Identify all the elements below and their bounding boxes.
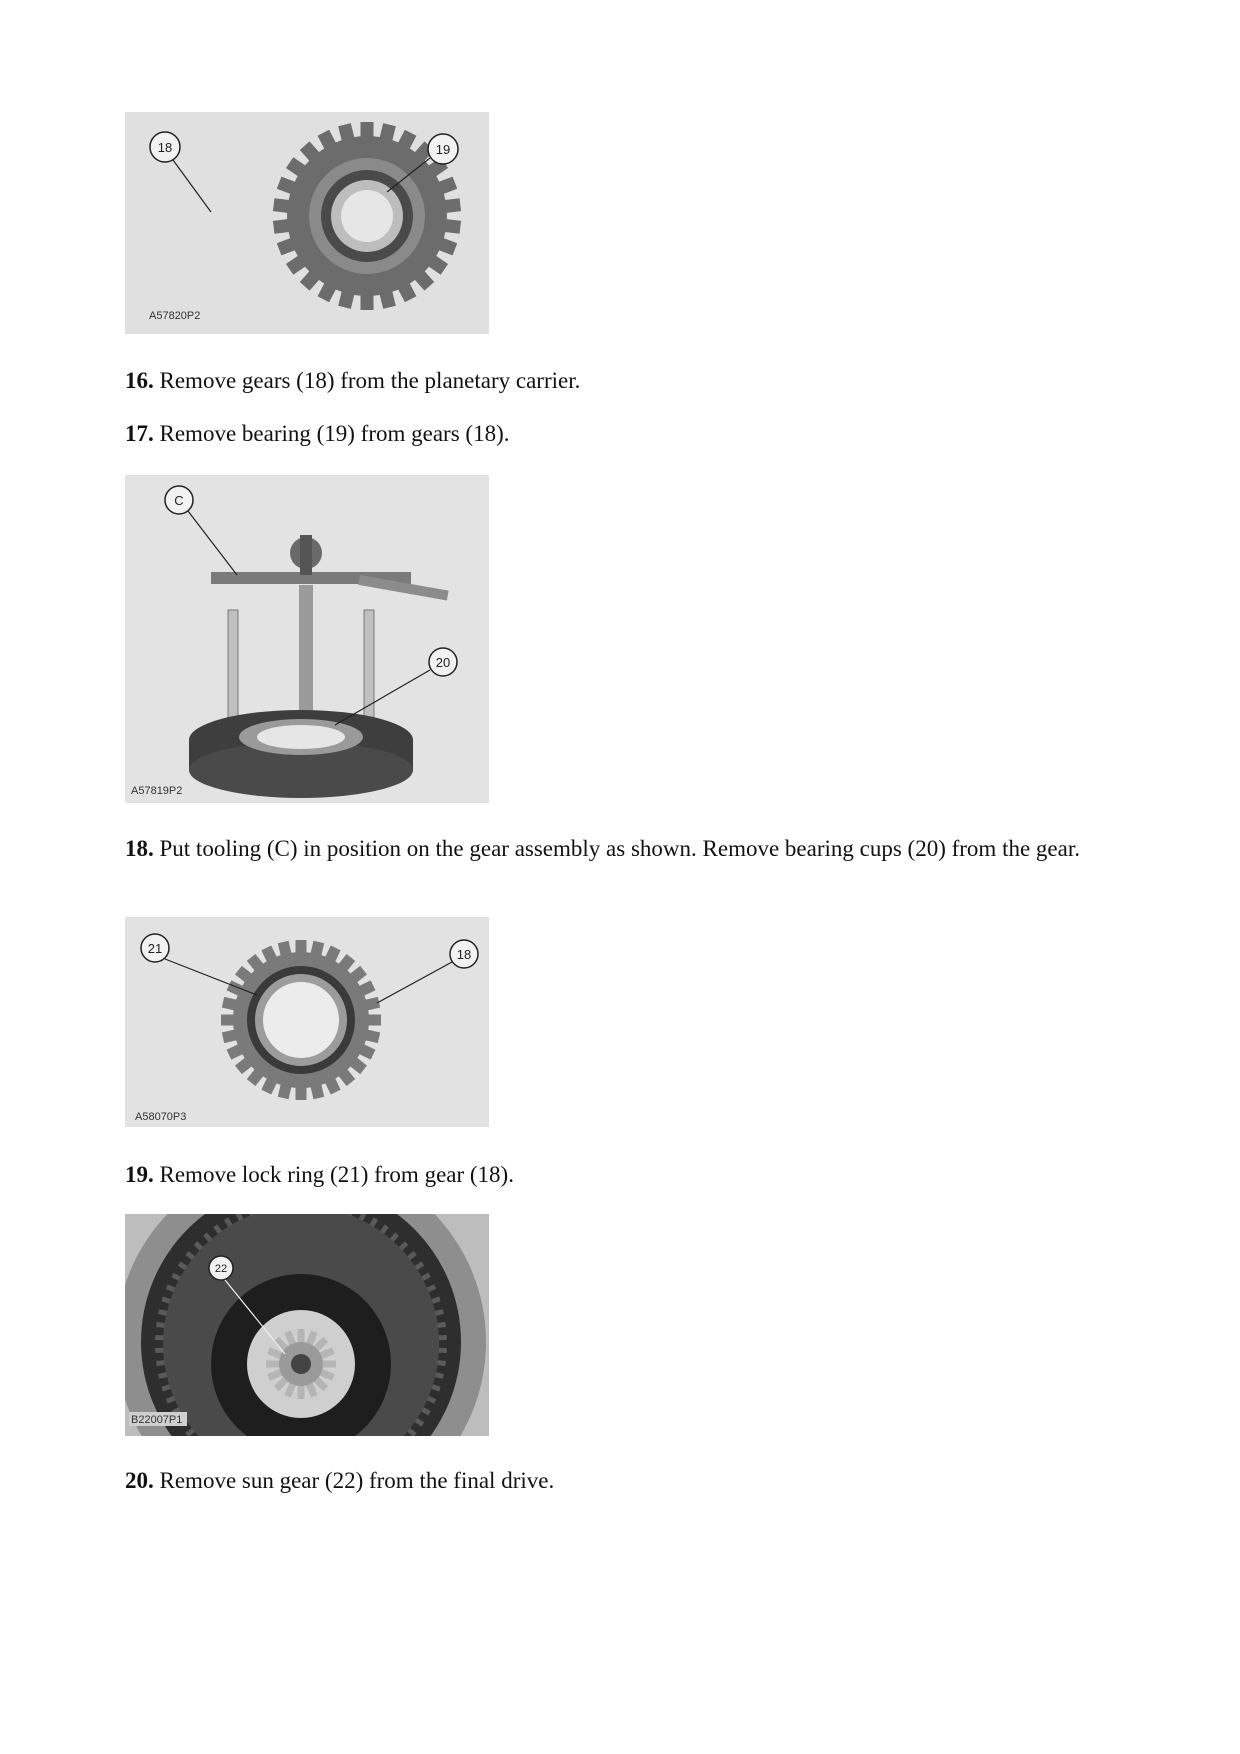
step-text: Remove gears (18) from the planetary carrier.: [153, 368, 581, 393]
step-text: Remove bearing (19) from gears (18).: [153, 421, 510, 446]
step-19: [125, 1160, 1115, 1189]
step-text: Remove sun gear (22) from the final drive.: [153, 1468, 555, 1493]
step-20: [125, 1466, 1115, 1495]
step-text: Put tooling (C) in position on the gear assembly as shown. Remove bearing cups (20) from the gear.: [153, 836, 1080, 861]
figure-code: A57819P2: [131, 785, 183, 797]
figure-gear-bearing: [125, 112, 489, 334]
callout-c: C: [174, 493, 184, 508]
step-number: 17.: [125, 421, 154, 446]
step-18: [125, 834, 1115, 863]
figure-code: A57820P2: [149, 310, 201, 322]
figure-lock-ring: [125, 917, 489, 1127]
figure-code: A58070P3: [135, 1111, 187, 1123]
step-number: 16.: [125, 368, 154, 393]
gear-bearing-illustration: [125, 112, 489, 334]
figure-tooling-puller: [125, 475, 489, 803]
callout-18: 18: [157, 140, 173, 155]
step-number: 18.: [125, 836, 154, 861]
step-text: Remove lock ring (21) from gear (18).: [153, 1162, 514, 1187]
tooling-puller-illustration: [125, 475, 489, 803]
figure-sun-gear: [125, 1214, 489, 1436]
lock-ring-illustration: [125, 917, 489, 1127]
callout-19: 19: [435, 142, 451, 157]
step-16: [125, 366, 1115, 395]
sun-gear-illustration: [125, 1214, 489, 1436]
step-number: 20.: [125, 1468, 154, 1493]
callout-22: 22: [214, 1263, 228, 1275]
callout-21: 21: [147, 941, 163, 956]
callout-18: 18: [456, 947, 472, 962]
step-number: 19.: [125, 1162, 154, 1187]
callout-20: 20: [435, 655, 451, 670]
figure-code: B22007P1: [131, 1414, 183, 1426]
step-17: [125, 419, 1115, 448]
